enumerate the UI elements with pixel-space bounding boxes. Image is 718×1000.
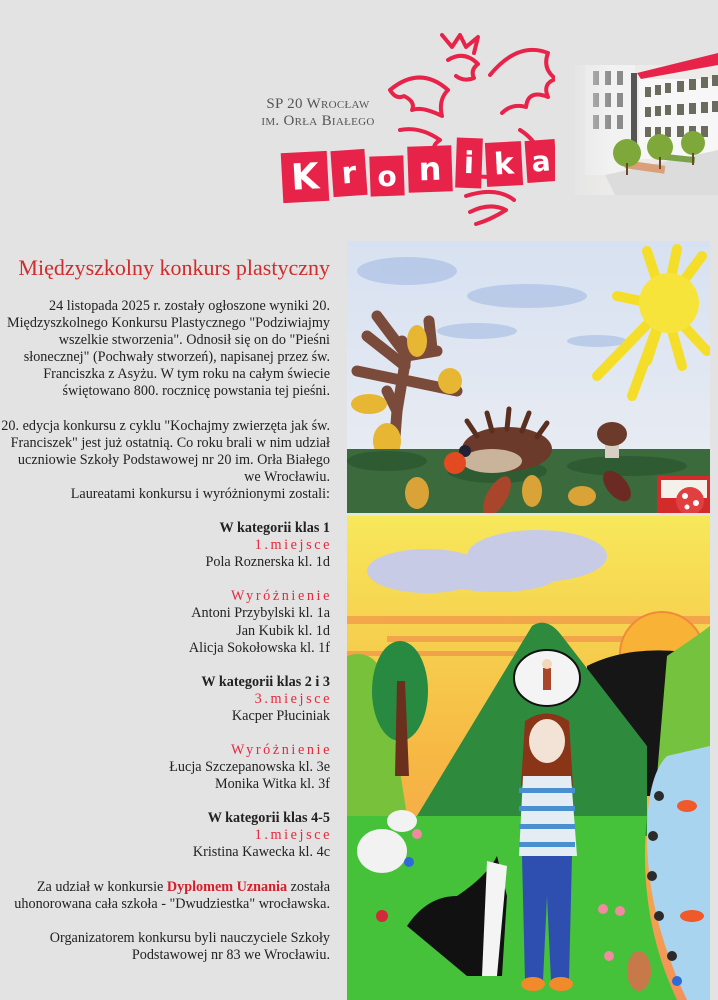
diploma-text-before: Za udział w konkursie — [36, 878, 167, 895]
article-intro: 24 listopada 2025 r. zostały ogłoszone wyniki 20. Międzyszkolnego Konkursu Plastycznego "Podziwiajmy wszelkie stworzenia". Odnosił się on do "Pieśni słonecznej" (Pochwały stworzeń), napisanej przez św. Franciszka z Asyżu. W tym roku na całym świecie świętowano 800. rocznicę powstania tej pieśni. — [7, 298, 330, 400]
category-klas-1-honorable — [0, 588, 330, 656]
category-klas-2-3-honorable — [0, 742, 330, 793]
laureates-intro: Laureatami konkursu i wyróżnionymi zostali: — [70, 485, 330, 502]
category-klas-4-5 — [0, 810, 330, 861]
artwork-hedgehog-collage[interactable] — [347, 241, 710, 513]
logo-letter-k: K — [281, 151, 330, 203]
organizer-paragraph: Organizatorem konkursu byli nauczyciele Szkoły Podstawowej nr 83 we Wrocławiu. — [49, 929, 330, 963]
laureate-name: Kristina Kawecka kl. 4c — [192, 844, 330, 861]
laureate-name: Kacper Płuciniak — [231, 707, 330, 724]
diploma-highlight: Dyplomem Uznania — [166, 878, 288, 895]
award-label: Wyróżnienie — [230, 588, 332, 605]
category-klas-1 — [0, 520, 330, 571]
logo-letter-a: a — [525, 139, 558, 183]
school-name-line2: im. Orła Białego — [261, 113, 375, 129]
category-title: W kategorii klas 4-5 — [207, 810, 330, 827]
article-edition-block — [0, 418, 330, 503]
logo-letter-k2: k — [485, 141, 523, 187]
diploma-text-after: została uhonorowana cała szkoła - "Dwudziestka" wrocławska. — [14, 878, 330, 912]
kronika-logo — [282, 138, 557, 206]
award-label: 3.miejsce — [254, 690, 332, 707]
logo-letter-n: n — [407, 145, 453, 193]
logo-letter-i: i — [455, 138, 483, 189]
article — [0, 255, 330, 981]
category-klas-2-3 — [0, 674, 330, 725]
logo-letter-r: r — [330, 149, 367, 197]
laureate-name: Alicja Sokołowska kl. 1f — [188, 639, 330, 656]
school-building-image — [555, 25, 718, 195]
laureate-name: Jan Kubik kl. 1d — [236, 622, 330, 639]
site-header — [0, 0, 718, 235]
laureate-name: Pola Roznerska kl. 1d — [205, 554, 330, 571]
diploma-paragraph — [0, 879, 330, 913]
category-title: W kategorii klas 2 i 3 — [201, 673, 330, 690]
hedgehog-collage-illustration — [347, 241, 710, 513]
laureate-name: Łucja Szczepanowska kl. 3e — [169, 759, 330, 776]
article-title: Międzyszkolny konkurs plastyczny — [18, 255, 330, 280]
article-edition: 20. edycja konkursu z cyklu "Kochajmy zwierzęta jak św. Franciszek" jest już ostatnią. Co roku brali w nim udział uczniowie Szkoły Podstawowej nr 20 im. Orła Białego we Wrocławiu. — [1, 417, 330, 485]
artwork-girl-with-dog-drawing[interactable] — [347, 516, 710, 1000]
girl-with-dog-illustration — [347, 516, 710, 1000]
school-name-line1: SP 20 Wrocław — [266, 96, 370, 112]
award-label: 1.miejsce — [254, 537, 332, 554]
school-name — [252, 96, 384, 130]
award-label: Wyróżnienie — [230, 741, 332, 758]
logo-letter-o: o — [369, 155, 404, 196]
category-title: W kategorii klas 1 — [219, 520, 330, 537]
award-label: 1.miejsce — [254, 827, 332, 844]
laureate-name: Antoni Przybylski kl. 1a — [191, 605, 330, 622]
laureate-name: Monika Witka kl. 3f — [214, 776, 330, 793]
